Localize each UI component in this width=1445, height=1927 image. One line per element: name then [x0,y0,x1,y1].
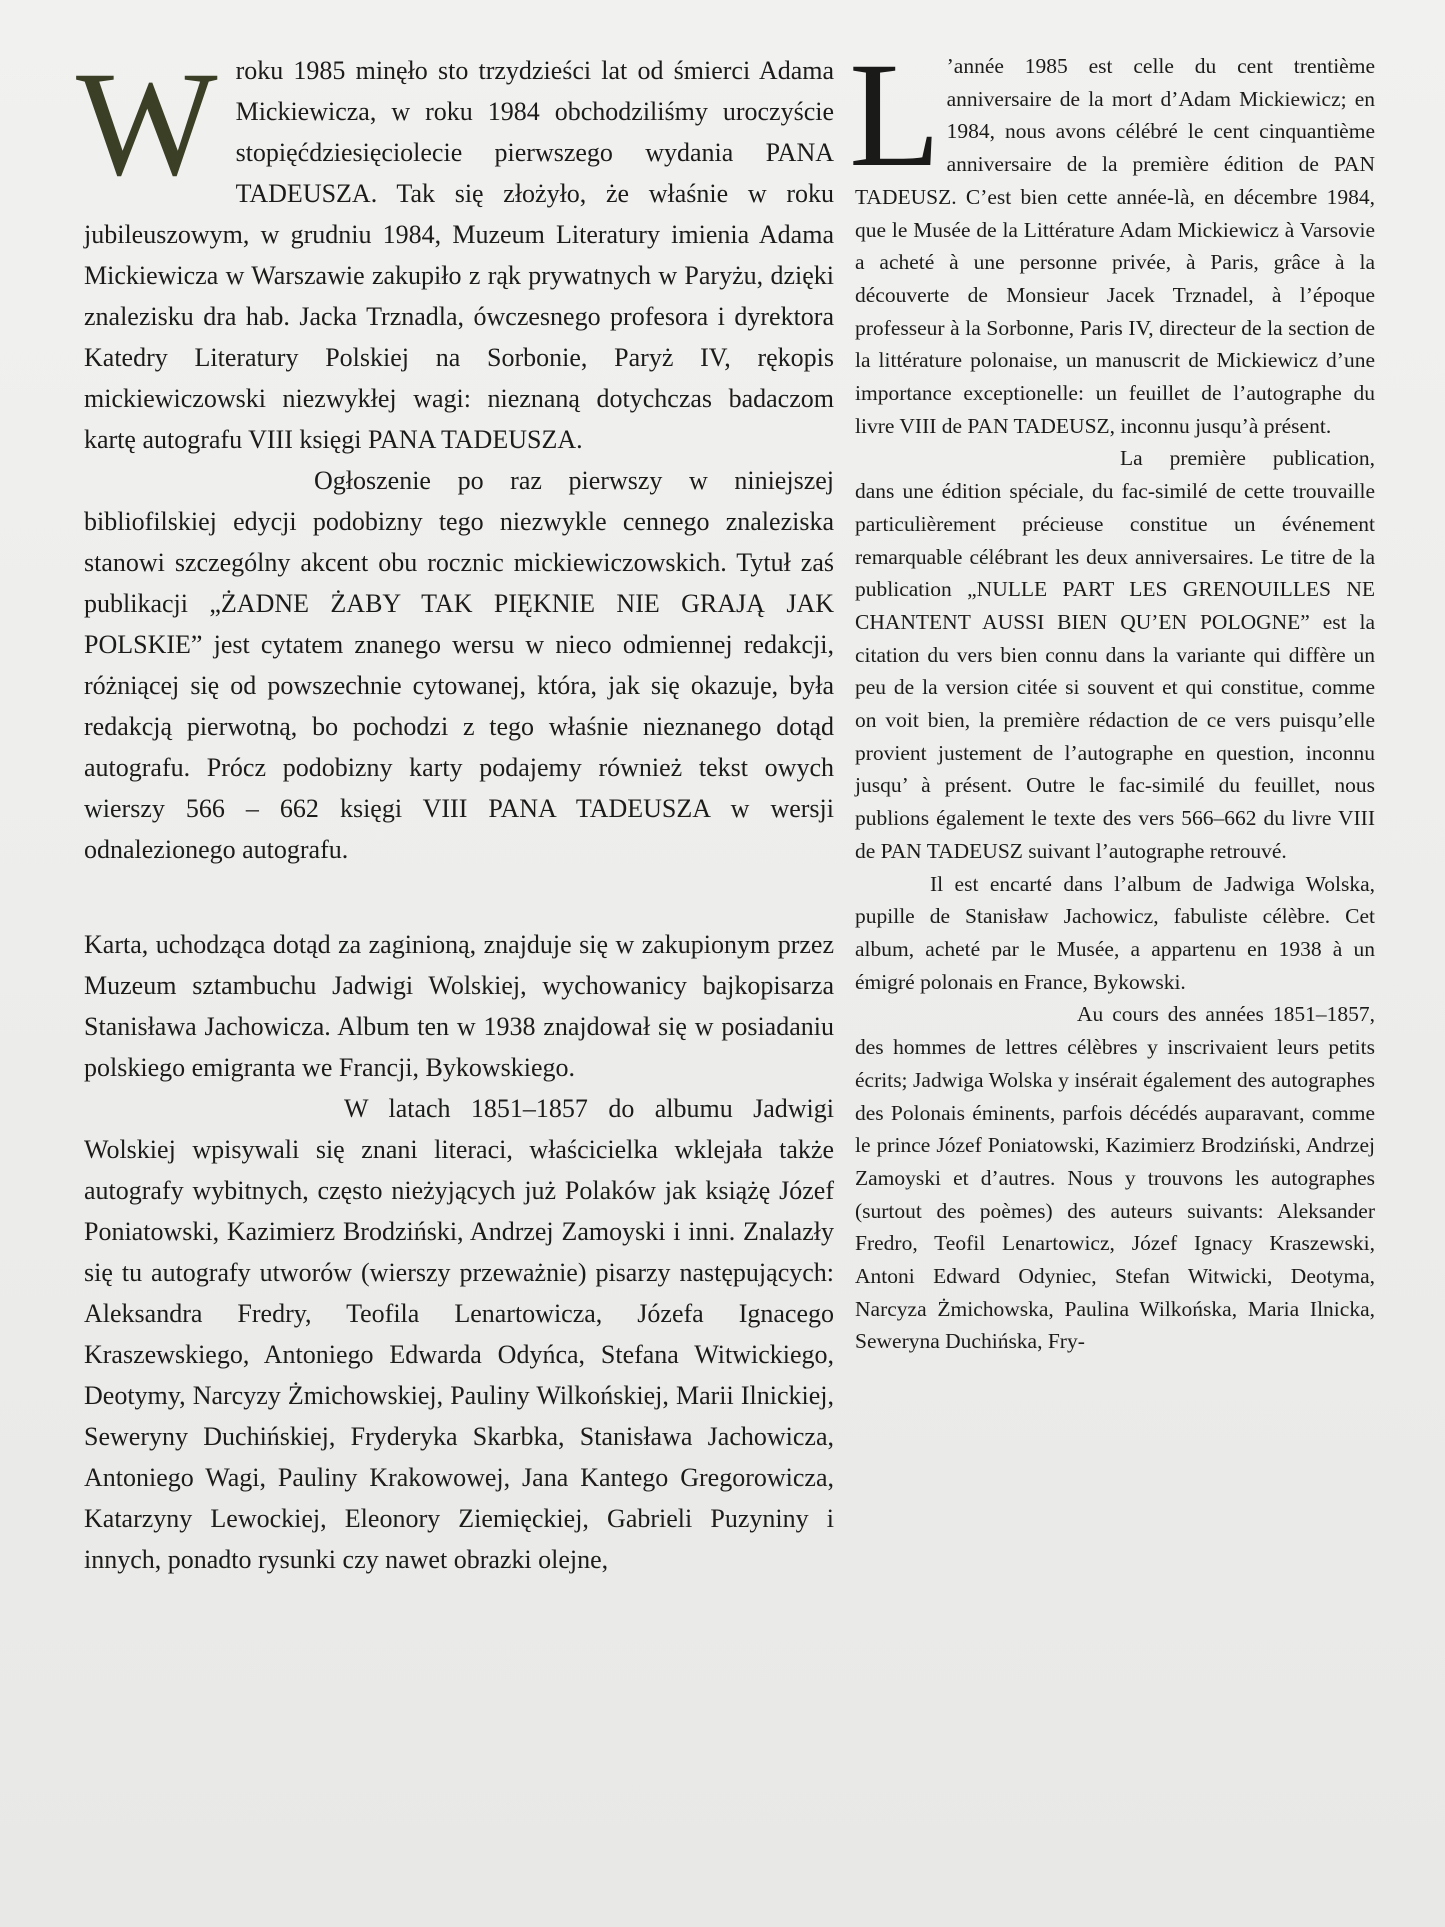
french-paragraph-1-text: ’année 1985 est celle du cent trentième anniversaire de la mort d’Adam Mickiewicz; en 1984, nous avons célébré le cent cinquantième anniversaire de la première édition de PAN TADEUSZ. C’est bien cette année-là, en décembre 1984, que le Musée de la Littérature Adam Mickiewicz à Varsovie a acheté à une personne privée, à Paris, grâce à la découverte de Monsieur Jacek Trznadel, à l’époque professeur à la Sorbonne, Paris IV, directeur de la section de la littérature polonaise, un manuscrit de Mickiewicz d’une importance exceptionelle: un feuillet de l’autographe du livre VIII de PAN TADEUSZ, inconnu jusqu’à présent. [855,54,1375,438]
polish-paragraph-1 [76,41,834,460]
polish-paragraph-3: Karta, uchodząca dotąd za zaginioną, znajduje się w zakupionym przez Muzeum sztambuchu Jadwigi Wolskiej, wychowanicy bajkopisarza Stanisława Jachowicza. Album ten w 1938 znajdował się w posiadaniu polskiego emigranta we Francji, Bykowskiego. [84,930,834,1082]
drop-cap-l: L [849,32,941,198]
drop-cap-w: W [76,41,218,207]
french-paragraph-1 [849,32,1375,442]
polish-paragraph-4: W latach 1851–1857 do albumu Jadwigi Wolskiej wpisywali się znani literaci, właścicielka wklejała także autografy wybitnych, często nieżyjących już Polaków jak książę Józef Poniatowski, Kazimierz Brodziński, Andrzej Zamoyski i inni. Znalazły się tu autografy utworów (wierszy przeważnie) pisarzy następujących: Aleksandra Fredry, Teofila Lenartowicza, Józefa Ignacego Kraszewskiego, Antoniego Edwarda Odyńca, Stefana Witwickiego, Deotymy, Narcyzy Żmichowskiej, Pauliny Wilkońskiej, Marii Ilnickiej, Seweryny Duchińskiej, Fryderyka Skarbka, Stanisława Jachowicza, Antoniego Wagi, Pauliny Krakowowej, Jana Kantego Gregorowicza, Katarzyny Lewockiej, Eleonory Ziemięckiej, Gabrieli Puzyniny i innych, ponadto rysunki czy nawet obrazki olejne, [84,1094,834,1574]
french-paragraph-2: La première publication, dans une édition spéciale, du fac-similé de cette trouvaille particulièrement précieuse constitue un événement remarquable célébrant les deux anniversaires. Le titre de la publication „NULLE PART LES GRENOUILLES NE CHANTENT AUSSI BIEN QU’EN POLOGNE” est la citation du vers bien connu dans la variante qui diffère un peu de la version citée si souvent et qui constitue, comme on voit bien, la première rédaction de ce vers puisqu’elle provient justement de l’autographe en question, inconnu jusqu’ à présent. Outre le fac-similé du feuillet, nous publions également le texte des vers 566–662 du livre VIII de PAN TADEUSZ suivant l’autographe retrouvé. [855,446,1375,863]
polish-column [76,41,834,1580]
french-column [849,32,1375,1358]
polish-paragraph-2: Ogłoszenie po raz pierwszy w niniejszej bibliofilskiej edycji podobizny tego niezwykle cennego znaleziska stanowi szczególny akcent obu rocznic mickiewiczowskich. Tytuł zaś publikacji „ŻADNE ŻABY TAK PIĘKNIE NIE GRAJĄ JAK POLSKIE” jest cytatem znanego wersu w nieco odmiennej redakcji, różniącej się od powszechnie cytowanej, która, jak się okazuje, była redakcją pierwotną, bo pochodzi z tego właśnie nieznanego dotąd autografu. Prócz podobizny karty podajemy również tekst owych wierszy 566 – 662 księgi VIII PANA TADEUSZA w wersji odnalezionego autografu. [84,466,834,864]
polish-paragraph-1-text: roku 1985 minęło sto trzydzieści lat od śmierci Adama Mickiewicza, w roku 1984 obchodziliśmy uroczyście stopięćdziesięciolecie pierwszego wydania PANA TADEUSZA. Tak się złożyło, że właśnie w roku jubileuszowym, w grudniu 1984, Muzeum Literatury imienia Adama Mickiewicza w Warszawie zakupiło z rąk prywatnych w Paryżu, dzięki znalezisku dra hab. Jacka Trznadla, ówczesnego profesora i dyrektora Katedry Literatury Polskiej na Sorbonie, Paryż IV, rękopis mickiewiczowski niezwykłej wagi: nieznaną dotychczas badaczom kartę autografu VIII księgi PANA TADEUSZA. [84,56,834,454]
french-paragraph-4: Au cours des années 1851–1857, des hommes de lettres célèbres y inscrivaient leurs petits écrits; Jadwiga Wolska y insérait également des autographes des Polonais éminents, parfois décédés auparavant, comme le prince Józef Poniatowski, Kazimierz Brodziński, Andrzej Zamoyski et d’autres. Nous y trouvons les autographes (surtout des poèmes) des auteurs suivants: Aleksander Fredro, Teofil Lenartowicz, Józef Ignacy Kraszewski, Antoni Edward Odyniec, Stefan Witwicki, Deotyma, Narcyza Żmichowska, Paulina Wilkońska, Maria Ilnicka, Seweryna Duchińska, Fry- [855,1002,1375,1354]
paragraph-gap [84,870,834,924]
french-paragraph-3: Il est encarté dans l’album de Jadwiga Wolska, pupille de Stanisław Jachowicz, fabuliste célèbre. Cet album, acheté par le Musée, a appartenu en 1938 à un émigré polonais en France, Bykowski. [855,871,1375,994]
